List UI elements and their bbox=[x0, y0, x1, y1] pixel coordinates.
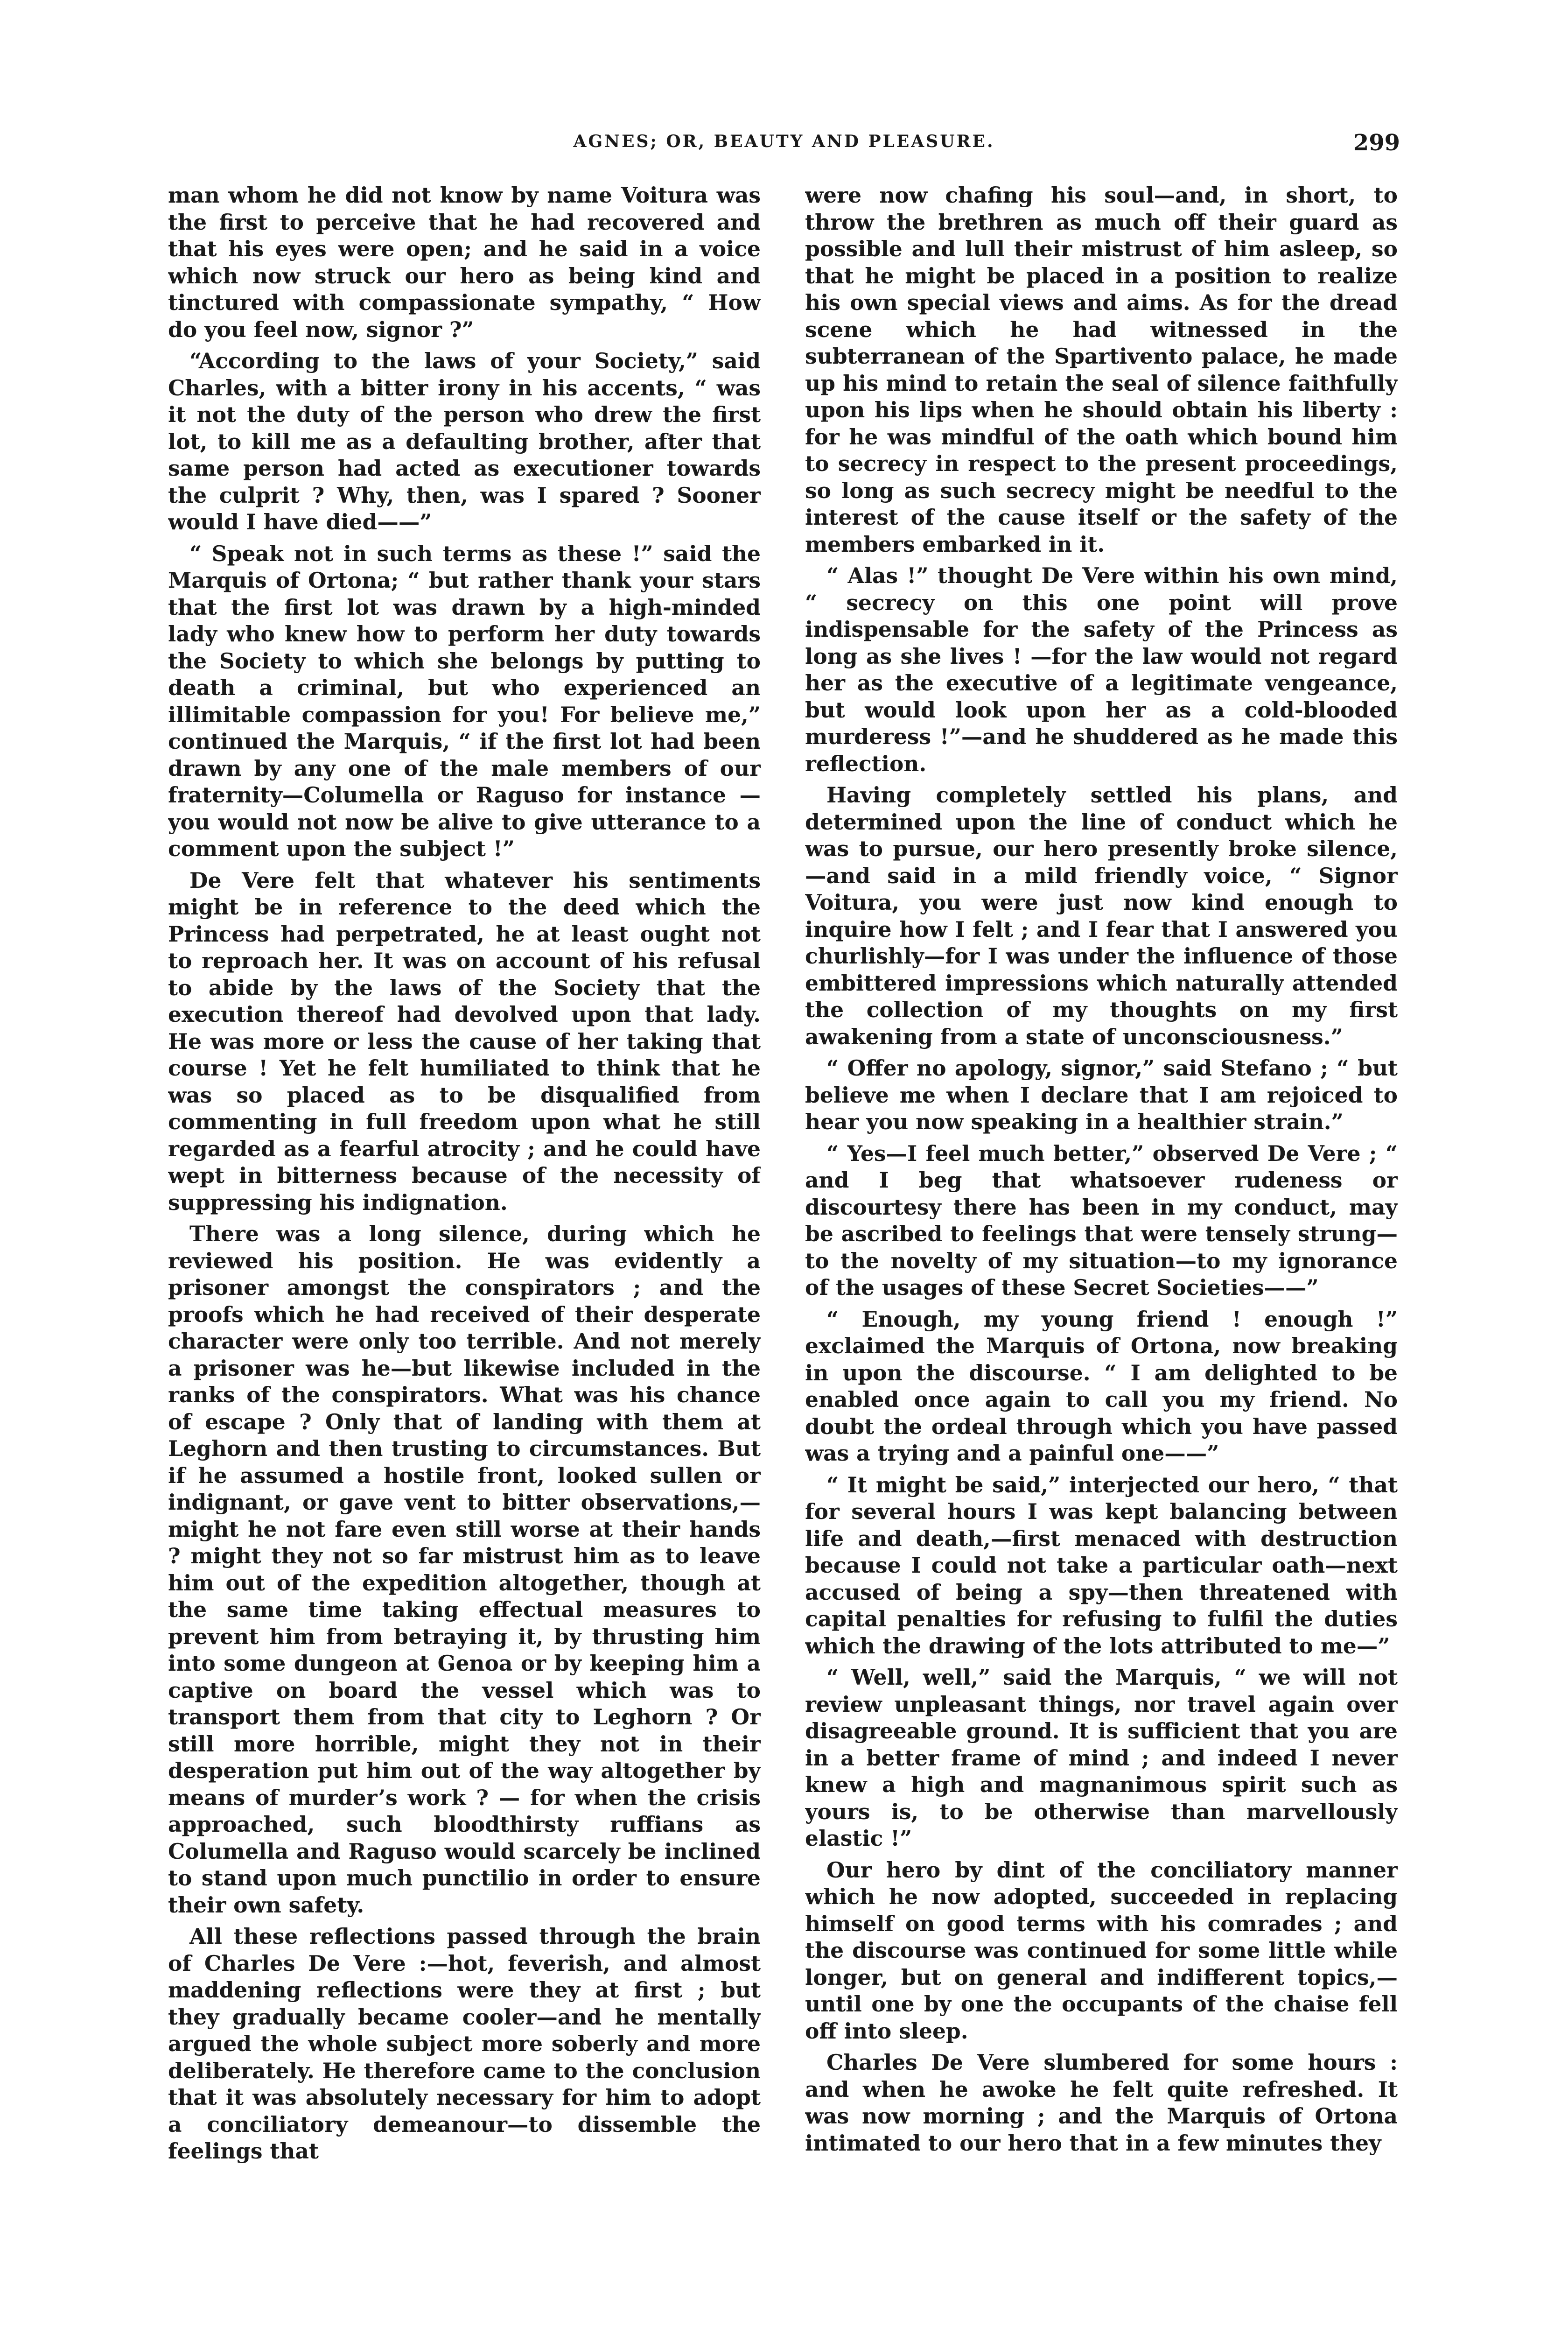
paragraph: “ Alas !” thought De Vere within his own mind, “ secrecy on this one point will prove indispensable for the safety of the Princess as long as she lives ! —for the law would not regard her as the executive of a legitimate vengeance, but would look upon her as a cold-blooded murderess !”—and he shuddered as he made this reflection. bbox=[805, 563, 1398, 776]
paragraph: Our hero by dint of the conciliatory manner which he now adopted, succeeded in replacing himself on good terms with his comrades ; and the discourse was continued for some little while longer, but on general and indifferent topics,— until one by one the occupants of the chaise fell off into sleep. bbox=[805, 1857, 1398, 2044]
paragraph: “ It might be said,” interjected our hero, “ that for several hours I was kept balancing between life and death,—first menaced with destruction because I could not take a particular oath—next accused of being a spy—then threatened with capital penalties for refusing to fulfil the duties which the drawing of the lots attributed to me—” bbox=[805, 1472, 1398, 1659]
paragraph: “ Well, well,” said the Marquis, “ we will not review unpleasant things, nor travel again over disagreeable ground. It is sufficient that you are in a better frame of mind ; and indeed I never knew a high and magnanimous spirit such as yours is, to be otherwise than marvellously elastic !” bbox=[805, 1665, 1398, 1851]
paragraph: All these reflections passed through the brain of Charles De Vere :—hot, feverish, and almost maddening reflections were they at first ; but they gradually became cooler—and he mentally argued the whole subject more soberly and more deliberately. He therefore came to the conclusion that it was absolutely necessary for him to adopt a conciliatory demeanour—to dissemble the feelings that bbox=[168, 1924, 761, 2164]
right-column bbox=[805, 182, 1398, 2236]
left-column bbox=[168, 182, 761, 2236]
paragraph: “ Yes—I feel much better,” observed De Vere ; “ and I beg that whatsoever rudeness or discourtesy there has been in my conduct, may be ascribed to feelings that were tensely strung—to the novelty of my situation—to my ignorance of the usages of these Secret Societies——” bbox=[805, 1140, 1398, 1300]
paragraph: “ Offer no apology, signor,” said Stefano ; “ but believe me when I declare that I am rejoiced to hear you now speaking in a healthier strain.” bbox=[805, 1055, 1398, 1134]
paragraph: were now chafing his soul—and, in short, to throw the brethren as much off their guard as possible and lull their mistrust of him asleep, so that he might be placed in a position to realize his own special views and aims. As for the dread scene which he had witnessed in the subterranean of the Spartivento palace, he made up his mind to retain the seal of silence faithfully upon his lips when he should obtain his liberty : for he was mindful of the oath which bound him to secrecy in respect to the present proceedings, so long as such secrecy might be needful to the interest of the cause itself or the safety of the members embarked in it. bbox=[805, 183, 1398, 557]
running-title: AGNES; OR, BEAUTY AND PLEASURE. bbox=[573, 132, 995, 151]
page-number: 299 bbox=[1353, 130, 1400, 156]
page-header bbox=[168, 132, 1400, 164]
paragraph: De Vere felt that whatever his sentiments might be in reference to the deed which the Princess had perpetrated, he at least ought not to reproach her. It was on account of his refusal to abide by the laws of the Society that the execution thereof had devolved upon that lady. He was more or less the cause of her taking that course ! Yet he felt humiliated to think that he was so placed as to be disqualified from commenting in full freedom upon what he still regarded as a fearful atrocity ; and he could have wept in bitterness because of the necessity of suppressing his indignation. bbox=[168, 867, 761, 1215]
paragraph: “According to the laws of your Society,” said Charles, with a bitter irony in his accents, “ was it not the duty of the person who drew the first lot, to kill me as a defaulting brother, after that same person had acted as executioner towards the culprit ? Why, then, was I spared ? Sooner would I have died——” bbox=[168, 348, 761, 534]
paragraph: “ Speak not in such terms as these !” said the Marquis of Ortona; “ but rather thank your stars that the first lot was drawn by a high-minded lady who knew how to perform her duty towards the Society to which she belongs by putting to death a criminal, but who experienced an illimitable compassion for you! For believe me,” continued the Marquis, “ if the first lot had been drawn by any one of the male members of our fraternity—Columella or Raguso for instance —you would not now be alive to give utterance to a comment upon the subject !” bbox=[168, 541, 761, 861]
paragraph: There was a long silence, during which he reviewed his position. He was evidently a prisoner amongst the conspirators ; and the proofs which he had received of their desperate character were only too terrible. And not merely a prisoner was he—but likewise included in the ranks of the conspirators. What was his chance of escape ? Only that of landing with them at Leghorn and then trusting to circumstances. But if he assumed a hostile front, looked sullen or indignant, or gave vent to bitter observations,—might he not fare even still worse at their hands ? might they not so far mistrust him as to leave him out of the expedition altogether, though at the same time taking effectual measures to prevent him from betraying it, by thrusting him into some dungeon at Genoa or by keeping him a captive on board the vessel which was to transport them from that city to Leghorn ? Or still more horrible, might they not in their desperation put him out of the way altogether by means of murder’s work ? — for when the crisis approached, such bloodthirsty ruffians as Columella and Raguso would scarcely be inclined to stand upon much punctilio in order to ensure their own safety. bbox=[168, 1221, 761, 1918]
paragraph: Having completely settled his plans, and determined upon the line of conduct which he was to pursue, our hero presently broke silence,—and said in a mild friendly voice, “ Signor Voitura, you were just now kind enough to inquire how I felt ; and I fear that I answered you churlishly—for I was under the influence of those embittered impressions which naturally attended the collection of my thoughts on my first awakening from a state of unconsciousness.” bbox=[805, 782, 1398, 1049]
paragraph: Charles De Vere slumbered for some hours : and when he awoke he felt quite refreshed. It was now morning ; and the Marquis of Ortona intimated to our hero that in a few minutes they bbox=[805, 2050, 1398, 2156]
paragraph: “ Enough, my young friend ! enough !” exclaimed the Marquis of Ortona, now breaking in upon the discourse. “ I am delighted to be enabled once again to call you my friend. No doubt the ordeal through which you have passed was a trying and a painful one——” bbox=[805, 1306, 1398, 1466]
paragraph: man whom he did not know by name Voitura was the first to perceive that he had recovered and that his eyes were open; and he said in a voice which now struck our hero as being kind and tinctured with compassionate sympathy, “ How do you feel now, signor ?” bbox=[168, 183, 761, 342]
